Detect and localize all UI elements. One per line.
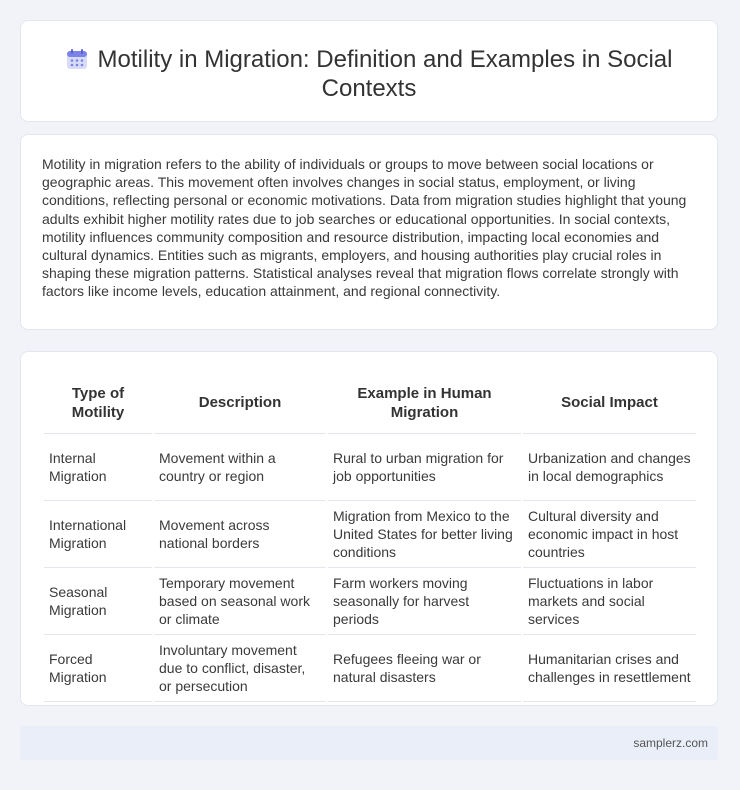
table-header-row <box>44 372 696 434</box>
cell-description: Involuntary movement due to conflict, disaster, or persecution <box>154 635 326 702</box>
column-header-impact: Social Impact <box>523 372 696 434</box>
table-row <box>44 434 696 501</box>
cell-example: Refugees fleeing war or natural disasters <box>328 635 521 702</box>
cell-impact: Cultural diversity and economic impact in host countries <box>523 501 696 568</box>
footer-bar <box>20 726 718 760</box>
cell-description: Movement within a country or region <box>154 434 326 501</box>
cell-impact: Humanitarian crises and challenges in resettlement <box>523 635 696 702</box>
cell-description: Movement across national borders <box>154 501 326 568</box>
intro-paragraph: Motility in migration refers to the ability of individuals or groups to move between social locations or geographic areas. This movement often involves changes in social status, employment, or living conditions, reflecting personal or economic motivations. Data from migration studies highlight that young adults exhibit higher motility rates due to job searches or educational opportunities. In social contexts, motility influences community composition and resource distribution, impacting local economies and cultural dynamics. Entities such as migrants, employers, and housing authorities play crucial roles in shaping these migration patterns. Statistical analyses reveal that migration flows correlate strongly with factors like income levels, education attainment, and regional connectivity. <box>42 156 687 300</box>
cell-type: Seasonal Migration <box>44 568 152 635</box>
cell-type: Forced Migration <box>44 635 152 702</box>
cell-type: International Migration <box>44 501 152 568</box>
column-header-type: Type of Motility <box>44 372 152 434</box>
table-row <box>44 568 696 635</box>
title-card <box>20 20 718 122</box>
cell-example: Farm workers moving seasonally for harvest periods <box>328 568 521 635</box>
intro-card <box>20 134 718 330</box>
cell-impact: Fluctuations in labor markets and social services <box>523 568 696 635</box>
table-row <box>44 635 696 702</box>
page-title: Motility in Migration: Definition and Examples in Social Contexts <box>97 46 673 102</box>
calendar-icon <box>66 48 88 70</box>
page-title-row <box>21 45 717 103</box>
cell-type: Internal Migration <box>44 434 152 501</box>
column-header-example: Example in Human Migration <box>328 372 521 434</box>
cell-description: Temporary movement based on seasonal work or climate <box>154 568 326 635</box>
table-card <box>20 351 718 706</box>
footer-site-link[interactable]: samplerz.com <box>633 736 708 750</box>
table-row <box>44 501 696 568</box>
column-header-description: Description <box>154 372 326 434</box>
cell-impact: Urbanization and changes in local demographics <box>523 434 696 501</box>
motility-table <box>42 372 698 702</box>
cell-example: Rural to urban migration for job opportunities <box>328 434 521 501</box>
cell-example: Migration from Mexico to the United States for better living conditions <box>328 501 521 568</box>
